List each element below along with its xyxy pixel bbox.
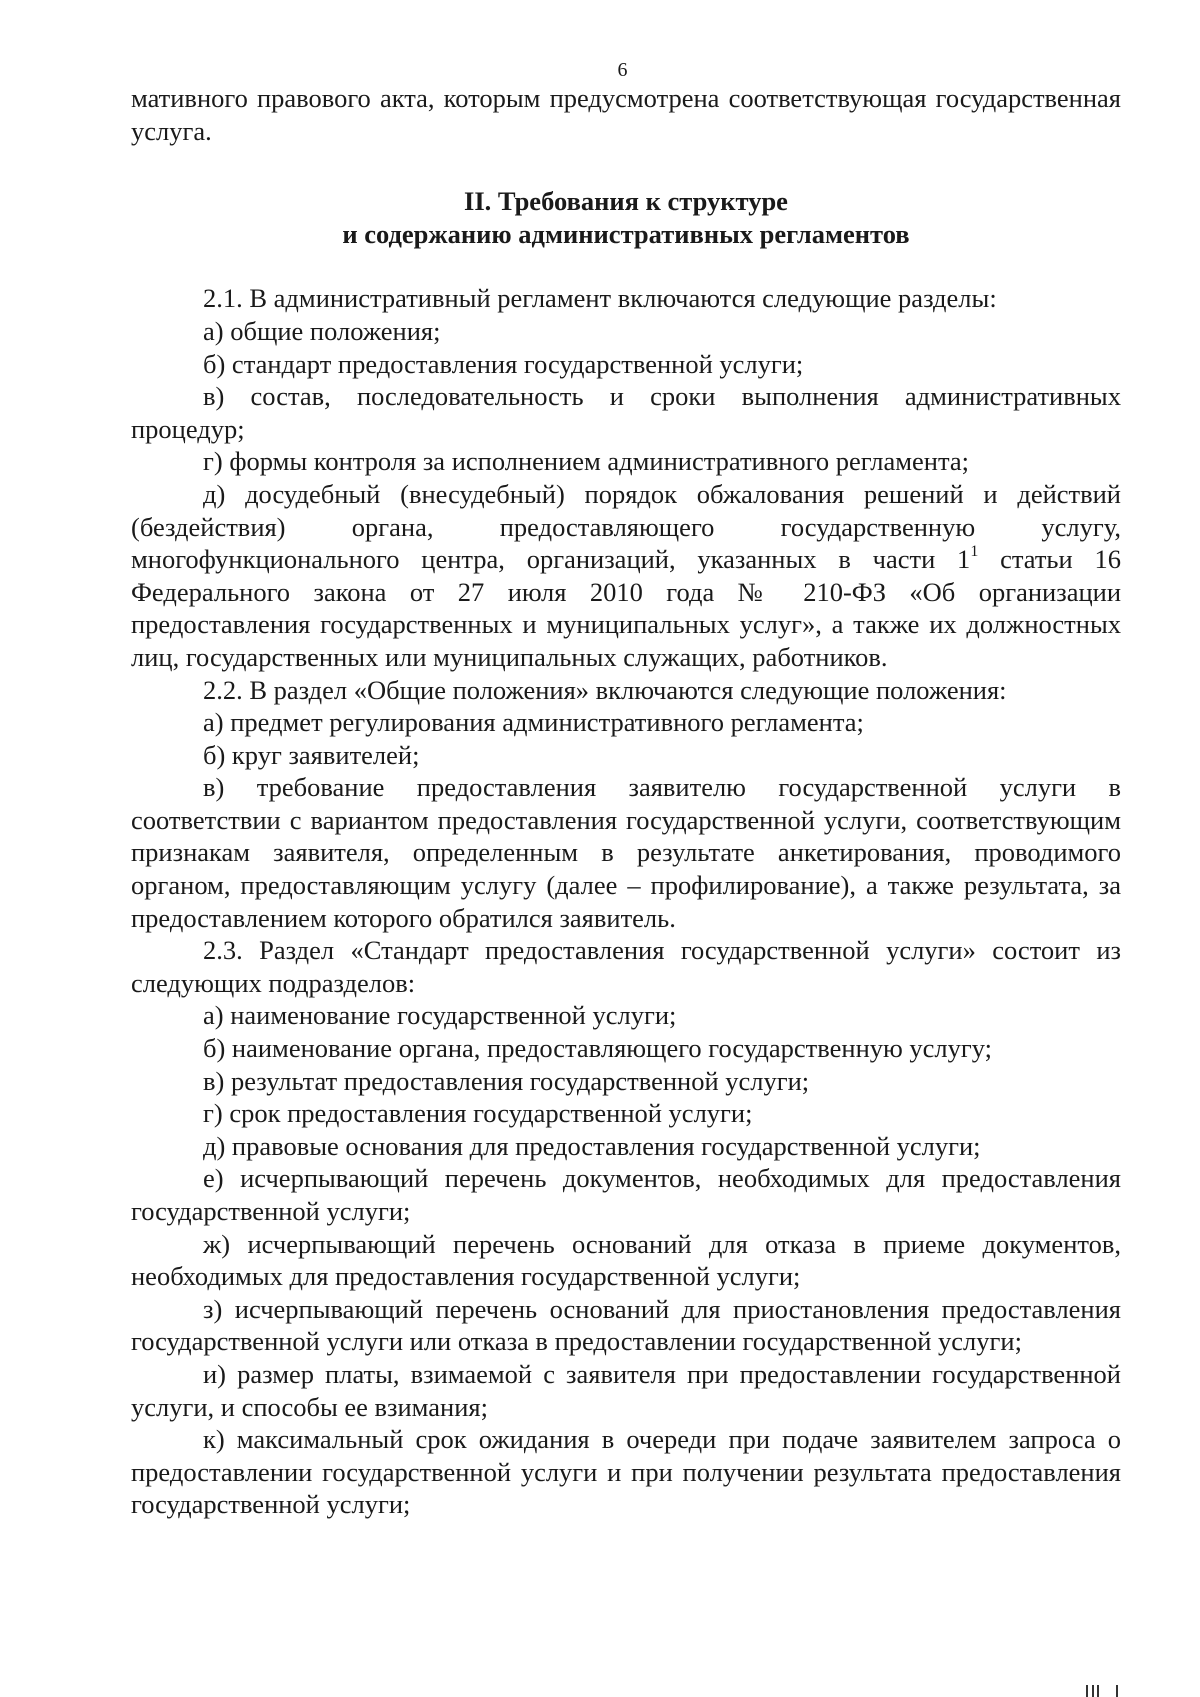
list-item-2-1-d (131, 478, 1121, 674)
paragraph-2-3: 2.3. Раздел «Стандарт предоставления государственной услуги» состоит из следующих подразделов: (131, 935, 1121, 998)
list-item-2-1-g: г) формы контроля за исполнением административного регламента; (203, 446, 970, 477)
paragraph-2-2: 2.2. В раздел «Общие положения» включаются следующие положения: (203, 674, 1007, 705)
document-body (131, 82, 1121, 1521)
scan-edge-marks (1082, 1683, 1122, 1697)
list-item-2-3-v: в) результат предоставления государственной услуги; (203, 1065, 810, 1096)
list-item-2-3-a: а) наименование государственной услуги; (203, 1000, 677, 1031)
list-item-2-3-zh: ж) исчерпывающий перечень оснований для отказа в приеме документов, необходимых для предоставления государственной услуги; (131, 1228, 1121, 1292)
list-item-2-3-e: е) исчерпывающий перечень документов, необходимых для предоставления государственной услуги; (131, 1163, 1121, 1226)
superscript-index: 1 (970, 543, 979, 561)
section-heading (131, 185, 1121, 250)
list-item-2-2-b: б) круг заявителей; (203, 739, 420, 770)
intro-paragraph: мативного правового акта, которым предусмотрена соответствующая государственная услуга. (131, 83, 1121, 146)
list-item-2-2-v: в) требование предоставления заявителю государственной услуги в соответствии с вариантом предоставления государственной услуги, соответствующим признакам заявителя, определенным в результате анкетирования, проводимого органом, предоставляющим услугу (далее – профилирование), а также результата, за предоставлением которого обратился заявитель. (131, 772, 1121, 933)
section-heading-line-1: II. Требования к структуре (464, 186, 788, 217)
list-item-2-1-d-text-cont: статьи 16 Федерального закона от 27 июля 2010 года № 210-ФЗ «Об организации предоставления государственных и муниципальных услуг», а также их должностных лиц, государственных или муниципальных служащих, работников. (131, 544, 1121, 672)
list-item-2-3-g: г) срок предоставления государственной услуги; (203, 1098, 753, 1129)
list-item-2-1-a: а) общие положения; (203, 315, 441, 346)
list-item-2-1-b: б) стандарт предоставления государственной услуги; (203, 348, 804, 379)
page-number: 6 (617, 59, 628, 81)
list-item-2-3-k: к) максимальный срок ожидания в очереди при подаче заявителем запроса о предоставлении государственной услуги и при получении результата предоставления государственной услуги; (131, 1424, 1121, 1520)
list-item-2-3-d: д) правовые основания для предоставления государственной услуги; (203, 1130, 981, 1161)
list-item-2-3-z: з) исчерпывающий перечень оснований для приостановления предоставления государственной услуги или отказа в предоставлении государственной услуги; (131, 1293, 1121, 1357)
list-item-2-3-i: и) размер платы, взимаемой с заявителя при предоставлении государственной услуги, и способы ее взимания; (131, 1358, 1121, 1422)
section-heading-line-2: и содержанию административных регламентов (342, 218, 910, 249)
list-item-2-2-a: а) предмет регулирования административного регламента; (203, 707, 864, 738)
paragraph-2-1: 2.1. В административный регламент включаются следующие разделы: (203, 283, 997, 314)
list-item-2-3-b: б) наименование органа, предоставляющего государственную услугу; (203, 1033, 993, 1064)
list-item-2-1-v: в) состав, последовательность и сроки выполнения административных процедур; (131, 381, 1121, 444)
list-item-2-1-d-text: д) досудебный (внесудебный) порядок обжалования решений и действий (бездействия) органа, предоставляющего государственную услугу, многофункционального центра, организаций, указанных в части 1 (131, 478, 1121, 575)
